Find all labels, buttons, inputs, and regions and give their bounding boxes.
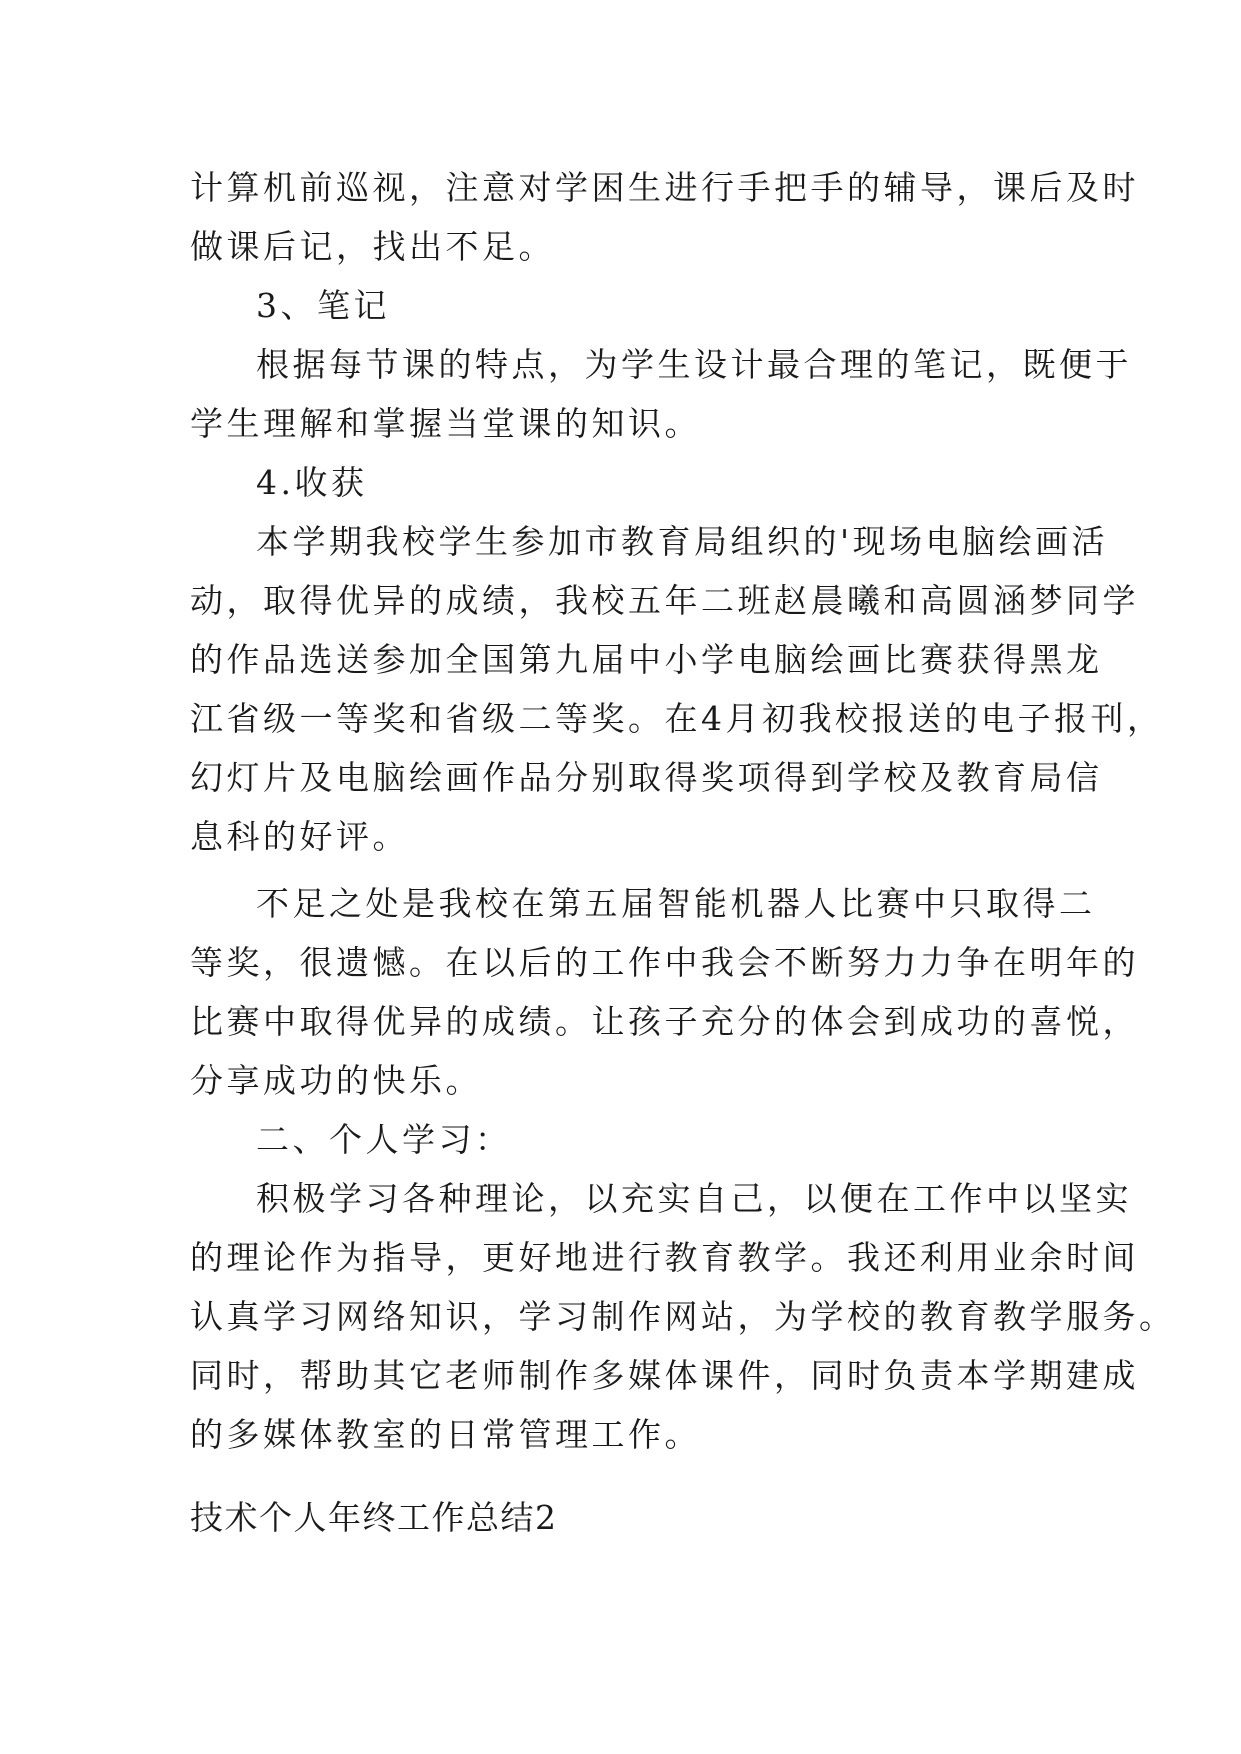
text-line: 积极学习各种理论，以充实自己，以便在工作中以坚实 — [256, 1179, 1132, 1218]
text-line: 做课后记，找出不足。 — [190, 227, 555, 266]
text-line: 比赛中取得优异的成绩。让孩子充分的体会到成功的喜悦， — [190, 1002, 1139, 1041]
text-line: 江省级一等奖和省级二等奖。在4月初我校报送的电子报刊， — [190, 699, 1164, 738]
text-line: 认真学习网络知识，学习制作网站，为学校的教育教学服务。 — [190, 1297, 1176, 1336]
text-line: 幻灯片及电脑绘画作品分别取得奖项得到学校及教育局信 — [190, 758, 1103, 797]
text-line: 同时，帮助其它老师制作多媒体课件，同时负责本学期建成 — [190, 1356, 1139, 1395]
text-line: 的作品选送参加全国第九届中小学电脑绘画比赛获得黑龙 — [190, 640, 1103, 679]
section-title: 技术个人年终工作总结2 — [190, 1498, 558, 1537]
document-body — [190, 158, 1176, 1464]
text-line: 动，取得优异的成绩，我校五年二班赵晨曦和高圆涵梦同学 — [190, 581, 1139, 620]
text-line: 等奖，很遗憾。在以后的工作中我会不断努力力争在明年的 — [190, 943, 1139, 982]
heading-personal-study: 二、个人学习： — [256, 1120, 512, 1159]
text-line: 学生理解和掌握当堂课的知识。 — [190, 404, 701, 443]
text-line: 根据每节课的特点，为学生设计最合理的笔记，既便于 — [256, 345, 1132, 384]
text-line: 的理论作为指导，更好地进行教育教学。我还利用业余时间 — [190, 1238, 1139, 1277]
text-line: 的多媒体教室的日常管理工作。 — [190, 1415, 701, 1454]
text-line: 计算机前巡视，注意对学困生进行手把手的辅导，课后及时 — [190, 168, 1139, 207]
text-line: 不足之处是我校在第五届智能机器人比赛中只取得二 — [256, 884, 1096, 923]
text-line: 分享成功的快乐。 — [190, 1061, 482, 1100]
text-line: 本学期我校学生参加市教育局组织的'现场电脑绘画活 — [256, 522, 1109, 561]
heading-notes: 3、笔记 — [256, 286, 390, 325]
heading-harvest: 4.收获 — [256, 463, 368, 502]
paragraph-gap — [190, 866, 1050, 874]
text-line: 息科的好评。 — [190, 817, 409, 856]
